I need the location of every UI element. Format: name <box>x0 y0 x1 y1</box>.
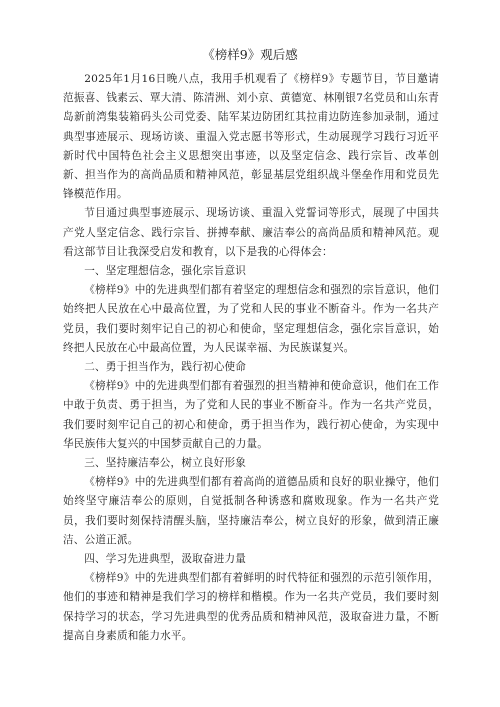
section-paragraph-1: 《榜样9》中的先进典型们都有着坚定的理想信念和强烈的宗旨意识，他们始终把人民放在心中最高位置，为了党和人民的事业不断奋斗。作为一名共产党员，我们要时刻牢记自己的初心和使命，坚定理想信念，强化宗旨意识，始终把人民放在心中最高位置，为人民谋幸福、为民族谋复兴。 <box>63 284 439 354</box>
section-paragraph-3: 《榜样9》中的先进典型们都有着高尚的道德品质和良好的职业操守，他们始终坚守廉洁奉公的原则，自觉抵制各种诱惑和腐败现象。作为一名共产党员，我们要时刻保持清醒头脑，坚持廉洁奉公，树立良好的形象，做到清正廉洁、公道正派。 <box>63 476 439 546</box>
intro-paragraph-2: 节目通过典型事迹展示、现场访谈、重温入党誓词等形式，展现了中国共产党人坚定信念、践行宗旨、拼搏奉献、廉洁奉公的高尚品质和精神风范。观看这部节目让我深受启发和教育，以下是我的心得体会： <box>63 207 439 258</box>
section-heading-1: 一、坚定理想信念，强化宗旨意识 <box>84 265 247 278</box>
section-paragraph-4: 《榜样9》中的先进典型们都有着鲜明的时代特征和强烈的示范引领作用，他们的事迹和精神是我们学习的榜样和楷模。作为一名共产党员，我们要时刻保持学习的状态，学习先进典型的优秀品质和精神风范，汲取奋进力量，不断提高自身素质和能力水平。 <box>63 572 439 642</box>
section-heading-3: 三、坚持廉洁奉公，树立良好形象 <box>84 457 247 470</box>
section-paragraph-2: 《榜样9》中的先进典型们都有着强烈的担当精神和使命意识，他们在工作中敢于负责、勇于担当，为了党和人民的事业不断奋斗。作为一名共产党员，我们要时刻牢记自己的初心和使命，勇于担当作为，践行初心使命，为实现中华民族伟大复兴的中国梦贡献自己的力量。 <box>63 380 439 450</box>
document-body <box>63 70 439 646</box>
document-title: 《榜样9》观后感 <box>202 47 298 62</box>
intro-paragraph-1: 2025年1月16日晚八点，我用手机观看了《榜样9》专题节目，节目邀请范振喜、钱素云、覃大清、陈清洲、刘小京、黄德宽、林刚银7名党员和山东青岛新前湾集装箱码头公司党委、陆军某边防团红其拉甫边防连参加录制，通过典型事迹展示、现场访谈、重温入党志愿书等形式，生动展现学习践行习近平新时代中国特色社会主义思想突出事迹，以及坚定信念、践行宗旨、改革创新、担当作为的高尚品质和精神风范，彰显基层党组织战斗堡垒作用和党员先锋模范作用。 <box>63 73 439 201</box>
section-heading-4: 四、学习先进典型，汲取奋进力量 <box>84 553 247 566</box>
section-heading-2: 二、勇于担当作为，践行初心使命 <box>84 361 247 374</box>
